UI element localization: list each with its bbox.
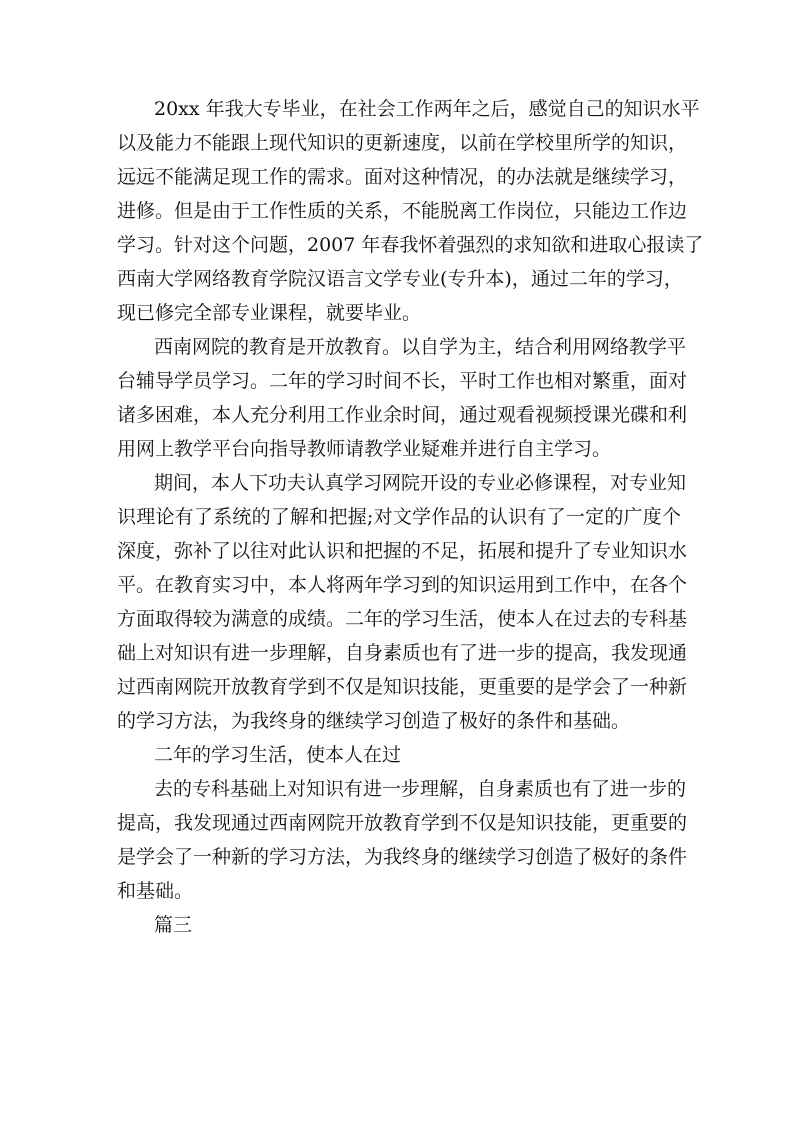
text-line: 进修。但是由于工作性质的关系，不能脱离工作岗位，只能边工作边: [117, 200, 688, 222]
text-line: 方面取得较为满意的成绩。二年的学习生活，使本人在过去的专科基: [117, 608, 688, 630]
text-line: 提高，我发现通过西南网院开放教育学到不仅是知识技能，更重要的: [117, 812, 688, 834]
text-line: 去的专科基础上对知识有进一步理解，自身素质也有了进一步的: [154, 778, 687, 800]
text-line: 20xx 年我大专毕业，在社会工作两年之后，感觉自己的知识水平: [154, 98, 700, 120]
paragraph-3: [117, 466, 688, 738]
text-line: 篇三: [154, 914, 193, 936]
text-line: 台辅导学员学习。二年的学习时间不长，平时工作也相对繁重，面对: [117, 370, 688, 392]
text-line: 础上对知识有进一步理解，自身素质也有了进一步的提高，我发现通: [117, 642, 688, 664]
paragraph-5: [117, 772, 688, 908]
text-line: 西南大学网络教育学院汉语言文学专业(专升本)，通过二年的学习，: [117, 268, 683, 290]
text-line: 过西南网院开放教育学到不仅是知识技能，更重要的是学会了一种新: [117, 676, 688, 698]
text-line: 诸多困难，本人充分利用工作业余时间，通过观看视频授课光碟和利: [117, 404, 688, 426]
text-line: 以及能力不能跟上现代知识的更新速度，以前在学校里所学的知识，: [117, 132, 688, 154]
text-line: 期间，本人下功夫认真学习网院开设的专业必修课程，对专业知: [154, 472, 687, 494]
section-heading: [117, 908, 681, 942]
text-line: 现已修完全部专业课程，就要毕业。: [117, 302, 422, 324]
text-line: 识理论有了系统的了解和把握;对文学作品的认识有了一定的广度个: [117, 506, 681, 528]
document-body: [117, 92, 704, 942]
text-line: 远远不能满足现工作的需求。面对这种情况，的办法就是继续学习，: [117, 166, 688, 188]
paragraph-4: [117, 738, 681, 772]
text-line: 二年的学习生活，使本人在过: [154, 744, 402, 766]
paragraph-2: [117, 330, 688, 466]
text-line: 深度，弥补了以往对此认识和把握的不足，拓展和提升了专业知识水: [117, 540, 688, 562]
text-line: 和基础。: [117, 880, 194, 902]
text-line: 平。在教育实习中，本人将两年学习到的知识运用到工作中，在各个: [117, 574, 688, 596]
paragraph-1: [117, 92, 704, 330]
text-line: 西南网院的教育是开放教育。以自学为主，结合利用网络教学平: [154, 336, 687, 358]
text-line: 用网上教学平台向指导教师请教学业疑难并进行自主学习。: [117, 438, 612, 460]
text-line: 学习。针对这个问题，2007 年春我怀着强烈的求知欲和进取心报读了: [117, 234, 704, 256]
text-line: 是学会了一种新的学习方法，为我终身的继续学习创造了极好的条件: [117, 846, 688, 868]
text-line: 的学习方法，为我终身的继续学习创造了极好的条件和基础。: [117, 710, 631, 732]
